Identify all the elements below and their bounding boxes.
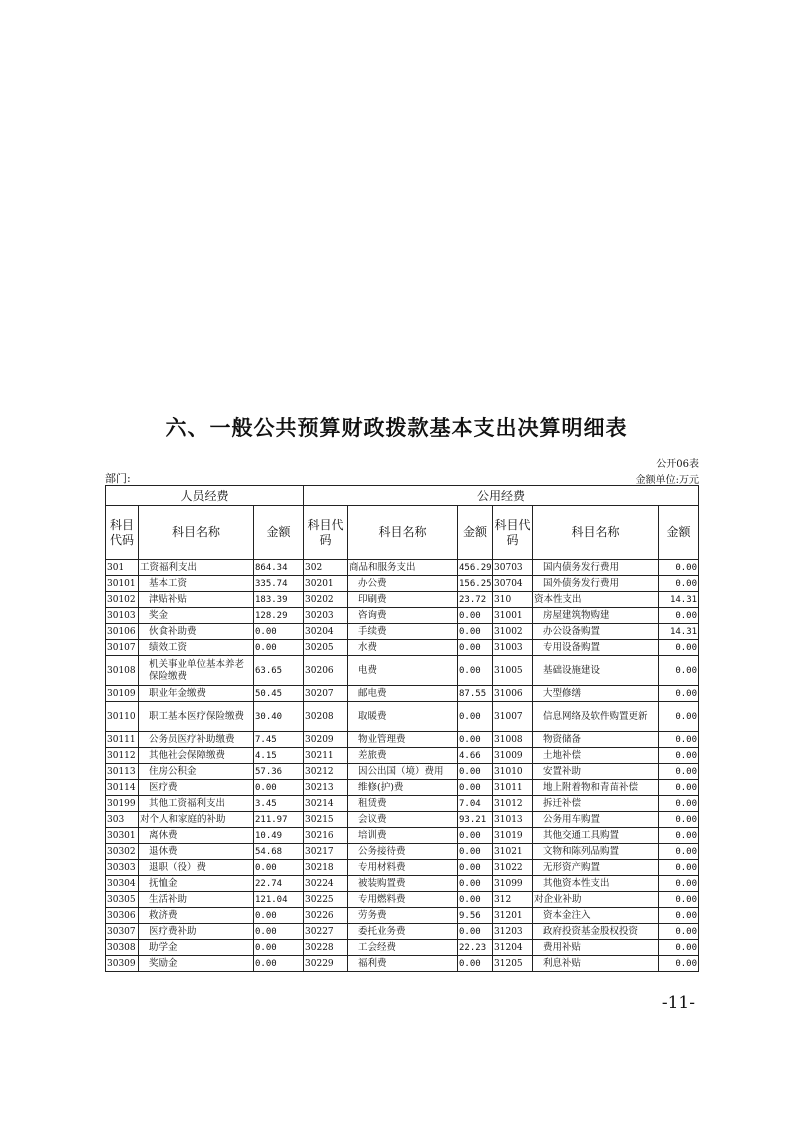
- cell-name-b: 公务接待费: [348, 844, 458, 860]
- cell-amount-b: 0.00: [458, 876, 493, 892]
- cell-amount-c: 0.00: [659, 732, 699, 748]
- cell-code-c: 30704: [493, 576, 533, 592]
- cell-amount-a: 0.00: [254, 924, 304, 940]
- cell-amount-b: 0.00: [458, 764, 493, 780]
- cell-name-b: 差旅费: [348, 748, 458, 764]
- table-row: [106, 686, 699, 702]
- cell-code-b: 30215: [304, 812, 348, 828]
- cell-code-a: 301: [106, 560, 139, 576]
- cell-code-c: 31012: [493, 796, 533, 812]
- cell-amount-b: 0.00: [458, 956, 493, 972]
- cell-name-a: 抚恤金: [139, 876, 254, 892]
- table-row: [106, 940, 699, 956]
- cell-name-c: 资本性支出: [533, 592, 659, 608]
- table-row: [106, 828, 699, 844]
- cell-amount-a: 211.97: [254, 812, 304, 828]
- cell-name-b: 劳务费: [348, 908, 458, 924]
- cell-code-c: 31022: [493, 860, 533, 876]
- cell-amount-a: 50.45: [254, 686, 304, 702]
- cell-amount-c: 0.00: [659, 576, 699, 592]
- cell-code-a: 30304: [106, 876, 139, 892]
- cell-code-b: 30214: [304, 796, 348, 812]
- cell-name-b: 商品和服务支出: [348, 560, 458, 576]
- cell-amount-b: 156.25: [458, 576, 493, 592]
- cell-name-b: 工会经费: [348, 940, 458, 956]
- cell-code-c: 31013: [493, 812, 533, 828]
- table-row: [106, 876, 699, 892]
- cell-name-c: 办公设备购置: [533, 624, 659, 640]
- cell-code-c: 31201: [493, 908, 533, 924]
- cell-amount-b: 9.56: [458, 908, 493, 924]
- cell-amount-c: 0.00: [659, 876, 699, 892]
- cell-amount-c: 0.00: [659, 780, 699, 796]
- cell-code-a: 30199: [106, 796, 139, 812]
- cell-code-b: 30228: [304, 940, 348, 956]
- cell-amount-c: 0.00: [659, 860, 699, 876]
- cell-name-c: 公务用车购置: [533, 812, 659, 828]
- table-row: [106, 624, 699, 640]
- cell-name-b: 专用燃料费: [348, 892, 458, 908]
- table-row: [106, 592, 699, 608]
- cell-name-b: 办公费: [348, 576, 458, 592]
- cell-name-b: 电费: [348, 656, 458, 686]
- table-row: [106, 702, 699, 732]
- group-public: 公用经费: [304, 486, 699, 506]
- table-id-label: 公开06表: [656, 459, 699, 470]
- cell-amount-a: 7.45: [254, 732, 304, 748]
- table-row: [106, 844, 699, 860]
- cell-name-a: 绩效工资: [139, 640, 254, 656]
- cell-code-c: 31007: [493, 702, 533, 732]
- cell-name-b: 印刷费: [348, 592, 458, 608]
- cell-amount-a: 121.04: [254, 892, 304, 908]
- cell-amount-c: 0.00: [659, 812, 699, 828]
- cell-amount-b: 0.00: [458, 640, 493, 656]
- cell-name-b: 因公出国（境）费用: [348, 764, 458, 780]
- cell-amount-c: 0.00: [659, 748, 699, 764]
- cell-amount-a: 0.00: [254, 956, 304, 972]
- cell-name-a: 对个人和家庭的补助: [139, 812, 254, 828]
- page-number: -11-: [661, 993, 695, 1013]
- cell-name-c: 土地补偿: [533, 748, 659, 764]
- cell-name-a: 生活补助: [139, 892, 254, 908]
- cell-amount-c: 0.00: [659, 956, 699, 972]
- table-row: [106, 908, 699, 924]
- cell-code-b: 302: [304, 560, 348, 576]
- cell-name-b: 咨询费: [348, 608, 458, 624]
- header-name-b: 科目名称: [348, 506, 458, 560]
- cell-name-a: 职工基本医疗保险缴费: [139, 702, 254, 732]
- cell-name-c: 其他交通工具购置: [533, 828, 659, 844]
- cell-amount-a: 0.00: [254, 624, 304, 640]
- cell-code-b: 30208: [304, 702, 348, 732]
- cell-name-b: 会议费: [348, 812, 458, 828]
- cell-name-a: 其他工资福利支出: [139, 796, 254, 812]
- cell-name-c: 大型修缮: [533, 686, 659, 702]
- header-name-a: 科目名称: [139, 506, 254, 560]
- cell-amount-c: 0.00: [659, 924, 699, 940]
- table-row: [106, 560, 699, 576]
- cell-name-a: 其他社会保障缴费: [139, 748, 254, 764]
- cell-amount-b: 0.00: [458, 892, 493, 908]
- table-row: [106, 748, 699, 764]
- cell-name-a: 机关事业单位基本养老保险缴费: [139, 656, 254, 686]
- cell-name-a: 住房公积金: [139, 764, 254, 780]
- cell-name-a: 助学金: [139, 940, 254, 956]
- header-code-a: 科目代码: [106, 506, 139, 560]
- cell-amount-c: 0.00: [659, 686, 699, 702]
- cell-name-a: 伙食补助费: [139, 624, 254, 640]
- cell-name-b: 维修(护)费: [348, 780, 458, 796]
- cell-code-b: 30203: [304, 608, 348, 624]
- cell-amount-b: 0.00: [458, 624, 493, 640]
- cell-amount-c: 0.00: [659, 764, 699, 780]
- cell-name-c: 国内债务发行费用: [533, 560, 659, 576]
- cell-amount-c: 0.00: [659, 892, 699, 908]
- cell-code-a: 30303: [106, 860, 139, 876]
- cell-name-c: 其他资本性支出: [533, 876, 659, 892]
- table-row: [106, 892, 699, 908]
- cell-name-c: 物资储备: [533, 732, 659, 748]
- cell-amount-c: 0.00: [659, 702, 699, 732]
- cell-code-b: 30202: [304, 592, 348, 608]
- cell-amount-b: 0.00: [458, 844, 493, 860]
- cell-code-b: 30211: [304, 748, 348, 764]
- cell-name-a: 医疗费补助: [139, 924, 254, 940]
- cell-amount-a: 335.74: [254, 576, 304, 592]
- cell-code-b: 30205: [304, 640, 348, 656]
- cell-code-c: 31019: [493, 828, 533, 844]
- cell-amount-c: 0.00: [659, 908, 699, 924]
- cell-name-a: 救济费: [139, 908, 254, 924]
- cell-code-c: 31205: [493, 956, 533, 972]
- page-title: 六、一般公共预算财政拨款基本支出决算明细表: [165, 415, 628, 440]
- table-row: [106, 608, 699, 624]
- header-amount-a: 金额: [254, 506, 304, 560]
- cell-name-c: 利息补贴: [533, 956, 659, 972]
- cell-amount-b: 456.29: [458, 560, 493, 576]
- table-row: [106, 860, 699, 876]
- cell-code-c: 31003: [493, 640, 533, 656]
- cell-code-a: 30309: [106, 956, 139, 972]
- cell-code-a: 30306: [106, 908, 139, 924]
- cell-name-a: 离休费: [139, 828, 254, 844]
- cell-name-a: 医疗费: [139, 780, 254, 796]
- cell-amount-a: 63.65: [254, 656, 304, 686]
- cell-amount-b: 0.00: [458, 860, 493, 876]
- amount-unit-label: 金额单位:万元: [635, 475, 699, 486]
- cell-code-b: 30226: [304, 908, 348, 924]
- cell-code-c: 310: [493, 592, 533, 608]
- cell-amount-c: 0.00: [659, 560, 699, 576]
- cell-code-b: 30227: [304, 924, 348, 940]
- cell-amount-b: 7.04: [458, 796, 493, 812]
- cell-code-c: 30703: [493, 560, 533, 576]
- cell-code-a: 30103: [106, 608, 139, 624]
- cell-code-a: 30110: [106, 702, 139, 732]
- table-row: [106, 656, 699, 686]
- cell-amount-a: 864.34: [254, 560, 304, 576]
- table-row: [106, 796, 699, 812]
- cell-name-b: 物业管理费: [348, 732, 458, 748]
- department-label: 部门:: [105, 472, 131, 485]
- cell-code-b: 30201: [304, 576, 348, 592]
- cell-code-b: 30204: [304, 624, 348, 640]
- column-header-row: [106, 506, 699, 560]
- cell-name-a: 退休费: [139, 844, 254, 860]
- cell-amount-c: 0.00: [659, 796, 699, 812]
- table-row: [106, 812, 699, 828]
- cell-amount-c: 0.00: [659, 640, 699, 656]
- cell-code-a: 30111: [106, 732, 139, 748]
- cell-name-c: 拆迁补偿: [533, 796, 659, 812]
- cell-amount-c: 0.00: [659, 828, 699, 844]
- cell-amount-a: 54.68: [254, 844, 304, 860]
- cell-amount-a: 3.45: [254, 796, 304, 812]
- table-row: [106, 576, 699, 592]
- cell-amount-b: 0.00: [458, 656, 493, 686]
- cell-amount-b: 0.00: [458, 732, 493, 748]
- cell-amount-b: 0.00: [458, 780, 493, 796]
- cell-amount-a: 4.15: [254, 748, 304, 764]
- cell-name-b: 被装购置费: [348, 876, 458, 892]
- cell-name-b: 邮电费: [348, 686, 458, 702]
- group-header-row: [106, 486, 699, 506]
- cell-amount-a: 57.36: [254, 764, 304, 780]
- cell-name-b: 福利费: [348, 956, 458, 972]
- cell-amount-b: 0.00: [458, 608, 493, 624]
- header-amount-c: 金额: [659, 506, 699, 560]
- cell-name-c: 专用设备购置: [533, 640, 659, 656]
- cell-amount-a: 0.00: [254, 860, 304, 876]
- cell-code-b: 30209: [304, 732, 348, 748]
- cell-name-b: 委托业务费: [348, 924, 458, 940]
- cell-name-b: 培训费: [348, 828, 458, 844]
- cell-code-c: 31010: [493, 764, 533, 780]
- cell-name-c: 对企业补助: [533, 892, 659, 908]
- cell-code-a: 303: [106, 812, 139, 828]
- cell-code-a: 30302: [106, 844, 139, 860]
- cell-code-c: 31009: [493, 748, 533, 764]
- cell-code-b: 30229: [304, 956, 348, 972]
- cell-code-a: 30113: [106, 764, 139, 780]
- cell-name-c: 资本金注入: [533, 908, 659, 924]
- cell-code-a: 30112: [106, 748, 139, 764]
- cell-code-b: 30217: [304, 844, 348, 860]
- cell-amount-a: 0.00: [254, 940, 304, 956]
- cell-name-c: 信息网络及软件购置更新: [533, 702, 659, 732]
- cell-amount-c: 14.31: [659, 624, 699, 640]
- table-row: [106, 640, 699, 656]
- cell-name-a: 退职（役）费: [139, 860, 254, 876]
- cell-name-b: 租赁费: [348, 796, 458, 812]
- cell-amount-a: 0.00: [254, 780, 304, 796]
- cell-name-b: 手续费: [348, 624, 458, 640]
- group-personnel: 人员经费: [106, 486, 304, 506]
- expenditure-detail-table: [105, 485, 699, 972]
- cell-code-c: 31002: [493, 624, 533, 640]
- cell-amount-a: 0.00: [254, 908, 304, 924]
- cell-name-c: 文物和陈列品购置: [533, 844, 659, 860]
- cell-amount-c: 0.00: [659, 940, 699, 956]
- cell-code-b: 30224: [304, 876, 348, 892]
- cell-amount-a: 10.49: [254, 828, 304, 844]
- cell-code-b: 30206: [304, 656, 348, 686]
- cell-amount-b: 0.00: [458, 924, 493, 940]
- table-row: [106, 956, 699, 972]
- cell-code-a: 30102: [106, 592, 139, 608]
- cell-amount-c: 0.00: [659, 844, 699, 860]
- cell-name-b: 取暖费: [348, 702, 458, 732]
- cell-amount-a: 22.74: [254, 876, 304, 892]
- cell-name-a: 基本工资: [139, 576, 254, 592]
- cell-code-a: 30301: [106, 828, 139, 844]
- header-code-b: 科目代码: [304, 506, 348, 560]
- cell-name-c: 国外债务发行费用: [533, 576, 659, 592]
- cell-code-a: 30109: [106, 686, 139, 702]
- cell-code-c: 31021: [493, 844, 533, 860]
- header-name-c: 科目名称: [533, 506, 659, 560]
- cell-amount-a: 128.29: [254, 608, 304, 624]
- cell-name-a: 奖励金: [139, 956, 254, 972]
- cell-amount-b: 93.21: [458, 812, 493, 828]
- cell-code-c: 31204: [493, 940, 533, 956]
- cell-code-b: 30216: [304, 828, 348, 844]
- cell-code-c: 31099: [493, 876, 533, 892]
- cell-code-b: 30207: [304, 686, 348, 702]
- cell-code-b: 30213: [304, 780, 348, 796]
- cell-amount-c: 14.31: [659, 592, 699, 608]
- cell-amount-b: 23.72: [458, 592, 493, 608]
- cell-name-b: 水费: [348, 640, 458, 656]
- cell-code-c: 31006: [493, 686, 533, 702]
- cell-name-a: 津贴补贴: [139, 592, 254, 608]
- cell-code-a: 30307: [106, 924, 139, 940]
- cell-name-a: 职业年金缴费: [139, 686, 254, 702]
- cell-name-c: 政府投资基金股权投资: [533, 924, 659, 940]
- cell-code-c: 312: [493, 892, 533, 908]
- table-row: [106, 764, 699, 780]
- cell-amount-a: 0.00: [254, 640, 304, 656]
- cell-code-c: 31011: [493, 780, 533, 796]
- cell-name-c: 无形资产购置: [533, 860, 659, 876]
- cell-code-c: 31203: [493, 924, 533, 940]
- table-row: [106, 924, 699, 940]
- cell-code-b: 30218: [304, 860, 348, 876]
- cell-amount-a: 183.39: [254, 592, 304, 608]
- table-row: [106, 780, 699, 796]
- cell-amount-a: 30.40: [254, 702, 304, 732]
- cell-code-c: 31005: [493, 656, 533, 686]
- cell-code-a: 30101: [106, 576, 139, 592]
- cell-code-a: 30305: [106, 892, 139, 908]
- cell-code-b: 30212: [304, 764, 348, 780]
- cell-amount-c: 0.00: [659, 656, 699, 686]
- cell-amount-b: 4.66: [458, 748, 493, 764]
- cell-code-a: 30308: [106, 940, 139, 956]
- cell-name-a: 公务员医疗补助缴费: [139, 732, 254, 748]
- header-amount-b: 金额: [458, 506, 493, 560]
- cell-code-a: 30114: [106, 780, 139, 796]
- cell-code-a: 30106: [106, 624, 139, 640]
- cell-name-a: 奖金: [139, 608, 254, 624]
- cell-code-c: 31001: [493, 608, 533, 624]
- table-row: [106, 732, 699, 748]
- cell-name-b: 专用材料费: [348, 860, 458, 876]
- cell-name-c: 地上附着物和青苗补偿: [533, 780, 659, 796]
- cell-code-c: 31008: [493, 732, 533, 748]
- cell-name-c: 费用补贴: [533, 940, 659, 956]
- cell-name-a: 工资福利支出: [139, 560, 254, 576]
- cell-code-a: 30107: [106, 640, 139, 656]
- cell-code-a: 30108: [106, 656, 139, 686]
- cell-amount-b: 22.23: [458, 940, 493, 956]
- cell-code-b: 30225: [304, 892, 348, 908]
- header-code-c: 科目代码: [493, 506, 533, 560]
- cell-amount-b: 0.00: [458, 828, 493, 844]
- cell-amount-b: 87.55: [458, 686, 493, 702]
- cell-name-c: 安置补助: [533, 764, 659, 780]
- cell-amount-c: 0.00: [659, 608, 699, 624]
- cell-name-c: 基础设施建设: [533, 656, 659, 686]
- cell-name-c: 房屋建筑物购建: [533, 608, 659, 624]
- cell-amount-b: 0.00: [458, 702, 493, 732]
